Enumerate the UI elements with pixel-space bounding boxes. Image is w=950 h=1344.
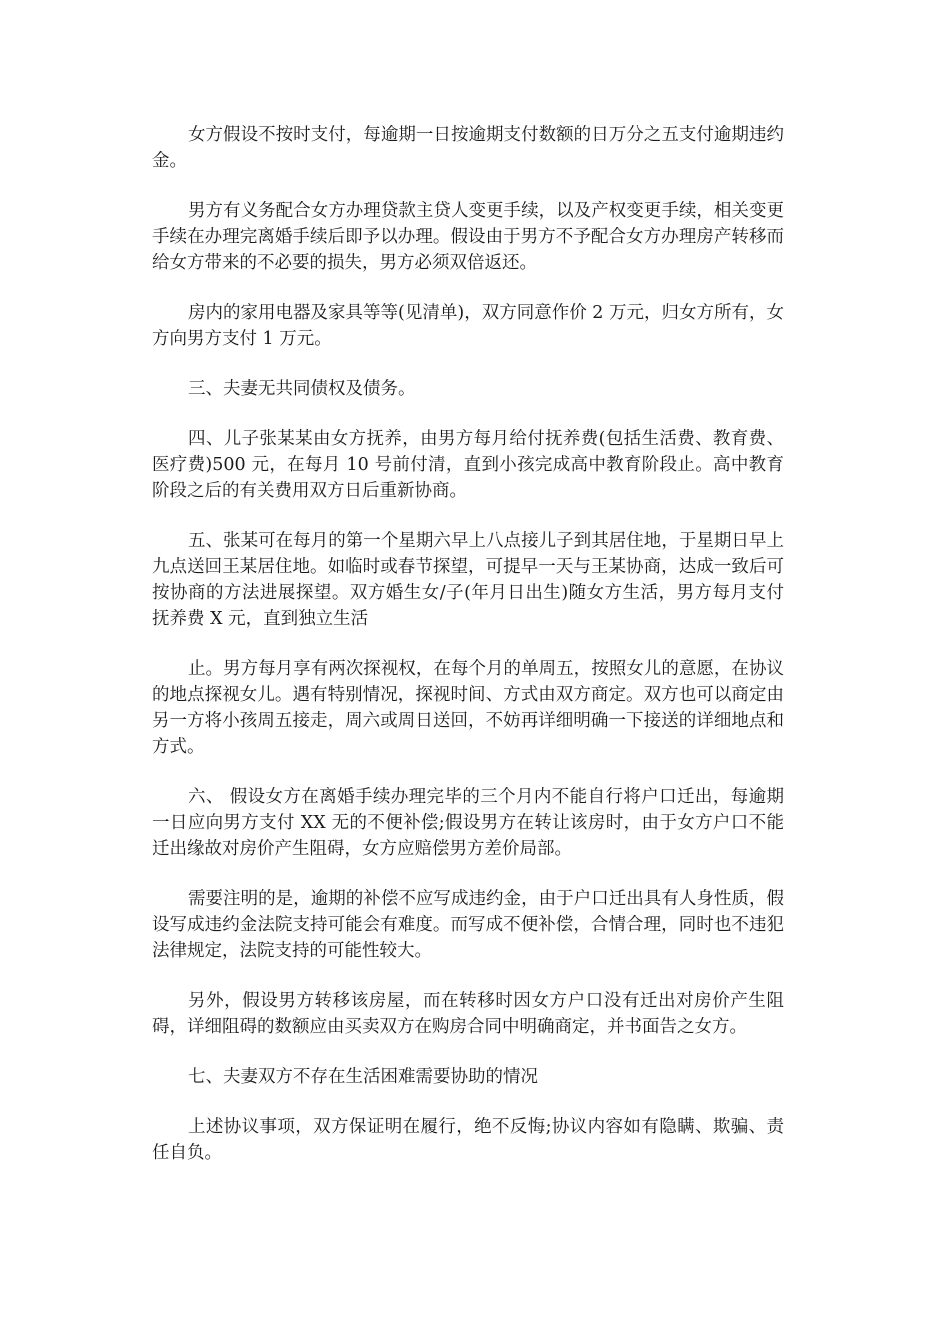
paragraph-section-seven-hardship: 七、夫妻双方不存在生活困难需要协助的情况 <box>188 1067 538 1087</box>
paragraph-section-five-visitation: 五、张某可在每月的第一个星期六早上八点接儿子到其居住地，于星期日早上九点送回王某居住地。如临时或春节探望，可提早一天与王某协商，达成一致后可按协商的方法进展探望。双方婚生女/子(年月日出生)随女方生活，男方每月支付抚养费 X 元，直到独立生活 <box>152 531 784 629</box>
paragraph-section-three-debts: 三、夫妻无共同债权及债务。 <box>188 379 416 399</box>
paragraph-loan-transfer-cooperation: 男方有义务配合女方办理贷款主贷人变更手续，以及产权变更手续，相关变更手续在办理完离婚手续后即予以办理。假设由于男方不予配合女方办理房产转移而给女方带来的不必要的损失，男方必须双倍返还。 <box>152 201 784 273</box>
paragraph-section-four-child-support: 四、儿子张某某由女方抚养，由男方每月给付抚养费(包括生活费、教育费、医疗费)500 元，在每月 10 号前付清，直到小孩完成高中教育阶段止。高中教育阶段之后的有关费用双方日后重新协商。 <box>152 429 784 501</box>
document-body <box>152 122 784 1190</box>
paragraph-late-payment-penalty: 女方假设不按时支付，每逾期一日按逾期支付数额的日万分之五支付逾期违约金。 <box>152 125 784 171</box>
paragraph-house-transfer-note: 另外，假设男方转移该房屋，而在转移时因女方户口没有迁出对房价产生阻碍，详细阻碍的数额应由买卖双方在购房合同中明确商定，并书面告之女方。 <box>152 991 784 1037</box>
paragraph-closing-guarantee: 上述协议事项，双方保证明在履行，绝不反悔;协议内容如有隐瞒、欺骗、责任自负。 <box>152 1117 784 1163</box>
paragraph-section-six-household-registration: 六、 假设女方在离婚手续办理完毕的三个月内不能自行将户口迁出，每逾期一日应向男方支付 XX 无的不便补偿;假设男方在转让该房时，由于女方户口不能迁出缘故对房价产生阻碍，女方应赔偿男方差价局部。 <box>152 787 784 859</box>
paragraph-visitation-continued: 止。男方每月享有两次探视权，在每个月的单周五，按照女儿的意愿，在协议的地点探视女儿。遇有特别情况，探视时间、方式由双方商定。双方也可以商定由另一方将小孩周五接走，周六或周日送回，不妨再详细明确一下接送的详细地点和方式。 <box>152 659 784 757</box>
paragraph-compensation-note: 需要注明的是，逾期的补偿不应写成违约金，由于户口迁出具有人身性质，假设写成违约金法院支持可能会有难度。而写成不便补偿，合情合理，同时也不违犯法律规定，法院支持的可能性较大。 <box>152 889 784 961</box>
paragraph-furniture-appliances: 房内的家用电器及家具等等(见清单)，双方同意作价 2 万元，归女方所有，女方向男方支付 1 万元。 <box>152 303 784 349</box>
